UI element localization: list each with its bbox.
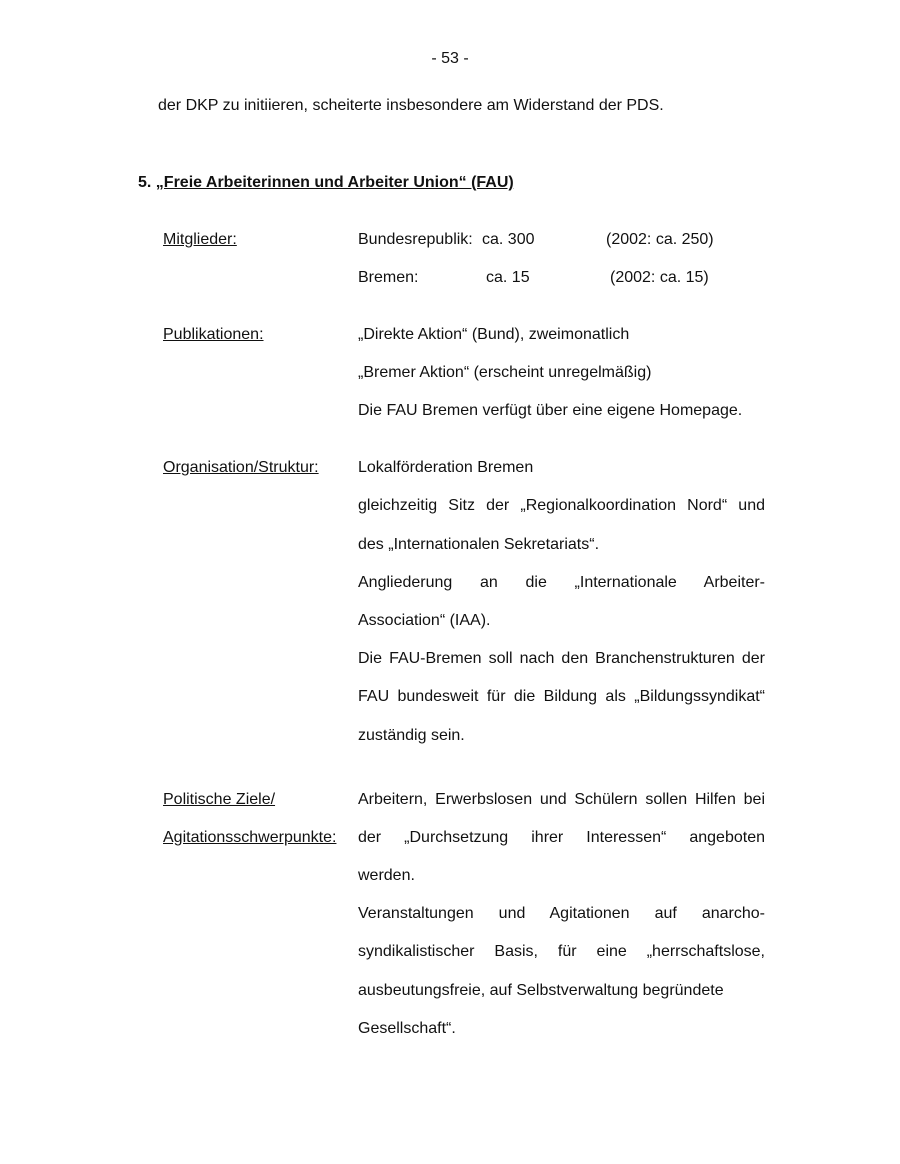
label-mitglieder: Mitglieder: — [163, 231, 237, 248]
ziele-line: werden. — [358, 867, 415, 884]
label-publikationen: Publikationen: — [163, 326, 264, 343]
member-count: ca. 15 — [486, 269, 530, 286]
organisation-line: gleichzeitig Sitz der „Regionalkoordination Nord“ und — [358, 497, 765, 514]
publication-line: Die FAU Bremen verfügt über eine eigene Homepage. — [358, 402, 743, 419]
organisation-line: Die FAU-Bremen soll nach den Branchenstrukturen der — [358, 650, 765, 667]
label-agitationsschwerpunkte: Agitationsschwerpunkte: — [163, 829, 337, 846]
label-politische-ziele: Politische Ziele/ — [163, 791, 276, 808]
ziele-line: syndikalistischer Basis, für eine „herrschaftslose, — [358, 943, 765, 960]
ziele-line: der „Durchsetzung ihrer Interessen“ angeboten — [358, 829, 765, 846]
ziele-line: ausbeutungsfreie, auf Selbstverwaltung begründete — [358, 982, 724, 999]
ziele-line: Veranstaltungen und Agitationen auf anarcho- — [358, 905, 765, 922]
organisation-line: FAU bundesweit für die Bildung als „Bildungssyndikat“ — [358, 688, 765, 705]
member-count: ca. 300 — [482, 231, 535, 248]
member-count-previous: (2002: ca. 15) — [610, 269, 709, 286]
organisation-line: Angliederung an die „Internationale Arbeiter- — [358, 574, 765, 591]
organisation-line: Lokalförderation Bremen — [358, 459, 534, 476]
section-number: 5. — [138, 174, 152, 191]
intro-paragraph: der DKP zu initiieren, scheiterte insbesondere am Widerstand der PDS. — [158, 97, 664, 114]
organisation-line: Association“ (IAA). — [358, 612, 491, 629]
member-count-previous: (2002: ca. 250) — [606, 231, 714, 248]
label-organisation: Organisation/Struktur: — [163, 459, 319, 476]
page-number: - 53 - — [431, 50, 469, 67]
section-title: „Freie Arbeiterinnen und Arbeiter Union“ (FAU) — [155, 174, 514, 191]
organisation-line: des „Internationalen Sekretariats“. — [358, 536, 600, 553]
ziele-line: Gesellschaft“. — [358, 1020, 456, 1037]
publication-line: „Direkte Aktion“ (Bund), zweimonatlich — [358, 326, 630, 343]
member-region: Bundesrepublik: — [358, 231, 473, 248]
ziele-line: Arbeitern, Erwerbslosen und Schülern sollen Hilfen bei — [358, 791, 765, 808]
publication-line: „Bremer Aktion“ (erscheint unregelmäßig) — [358, 364, 652, 381]
section-heading — [138, 174, 514, 192]
member-region: Bremen: — [358, 269, 419, 286]
organisation-line: zuständig sein. — [358, 727, 465, 744]
